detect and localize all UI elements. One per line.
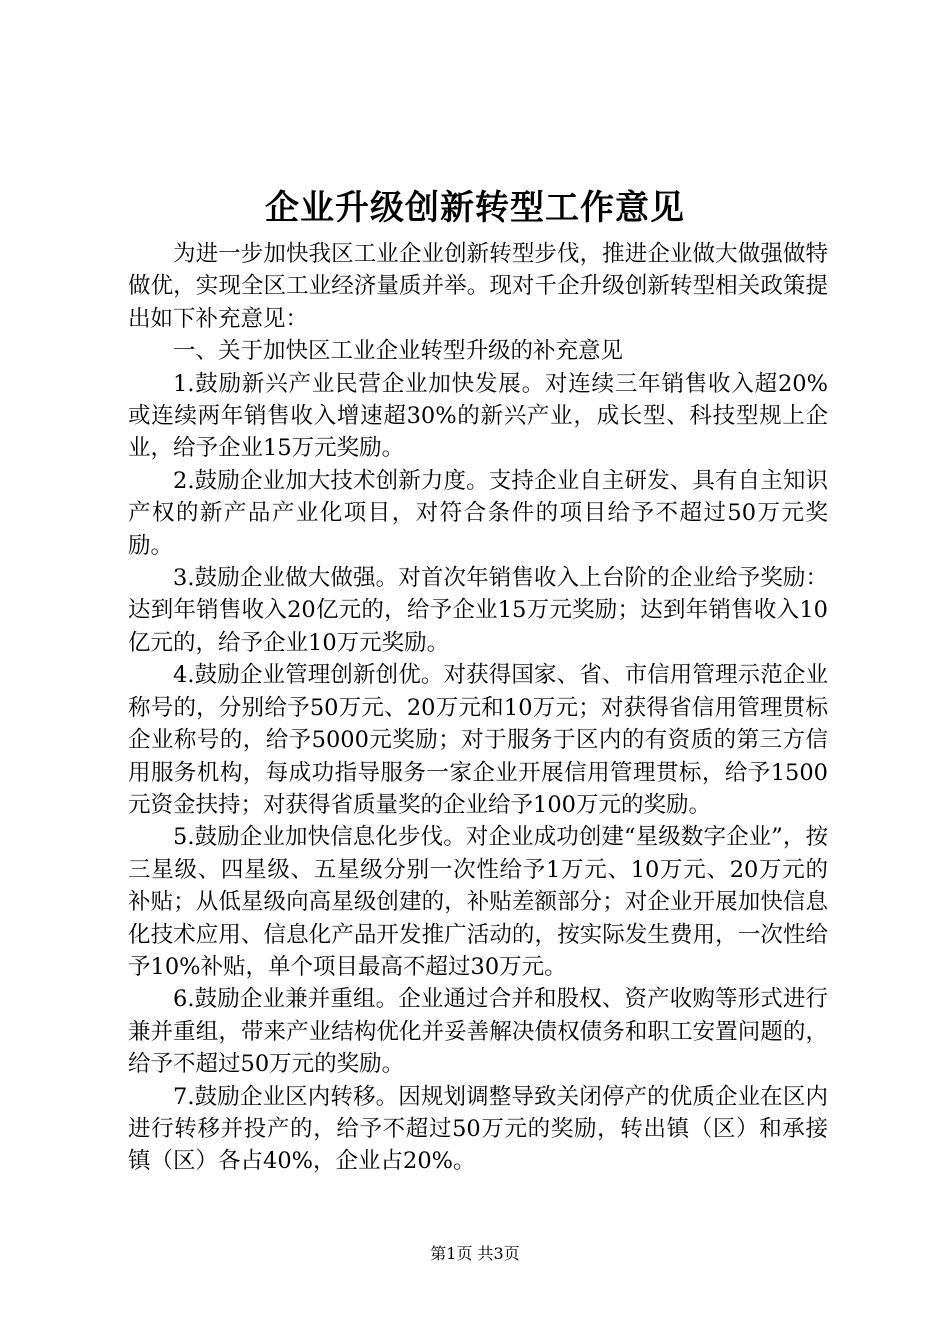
document-title: 企业升级创新转型工作意见 xyxy=(265,188,685,228)
paragraph-item-6: 6.鼓励企业兼并重组。企业通过合并和股权、资产收购等形式进行兼并重组，带来产业结构优化并妥善解决债权债务和职工安置问题的，给予不超过50万元的奖励。 xyxy=(128,986,828,1078)
paragraph-item-1: 1.鼓励新兴产业民营企业加快发展。对连续三年销售收入超20%或连续两年销售收入增速超30%的新兴产业，成长型、科技型规上企业，给予企业15万元奖励。 xyxy=(128,370,828,462)
paragraph-item-2: 2.鼓励企业加大技术创新力度。支持企业自主研发、具有自主知识产权的新产品产业化项目，对符合条件的项目给予不超过50万元奖励。 xyxy=(128,467,828,559)
paragraph-intro: 为进一步加快我区工业企业创新转型步伐，推进企业做大做强做特做优，实现全区工业经济量质并举。现对千企升级创新转型相关政策提出如下补充意见： xyxy=(128,241,828,332)
paragraph-item-3: 3.鼓励企业做大做强。对首次年销售收入上台阶的企业给予奖励：达到年销售收入20亿元的，给予企业15万元奖励；达到年销售收入10亿元的，给予企业10万元奖励。 xyxy=(128,565,828,656)
paragraph-item-5: 5.鼓励企业加快信息化步伐。对企业成功创建“星级数字企业”，按三星级、四星级、五星级分别一次性给予1万元、10万元、20万元的补贴；从低星级向高星级创建的，补贴差额部分；对企业开展加快信息化技术应用、信息化产品开发推广活动的，按实际发生费用，一次性给予10%补贴，单个项目最高不超过30万元。 xyxy=(128,824,828,980)
page-footer: 第1页 共3页 xyxy=(430,1244,520,1263)
paragraph-item-7: 7.鼓励企业区内转移。因规划调整导致关闭停产的优质企业在区内进行转移并投产的，给予不超过50万元的奖励，转出镇（区）和承接镇（区）各占40%，企业占20%。 xyxy=(128,1083,828,1175)
document-body xyxy=(128,238,828,1178)
paragraph-item-4: 4.鼓励企业管理创新创优。对获得国家、省、市信用管理示范企业称号的，分别给予50万元、20万元和10万元；对获得省信用管理贯标企业称号的，给予5000元奖励；对于服务于区内的有资质的第三方信用服务机构，每成功指导服务一家企业开展信用管理贯标，给予1500元资金扶持；对获得省质量奖的企业给予100万元的奖励。 xyxy=(128,662,828,818)
section-heading-1: 一、关于加快区工业企业转型升级的补充意见 xyxy=(173,338,624,365)
